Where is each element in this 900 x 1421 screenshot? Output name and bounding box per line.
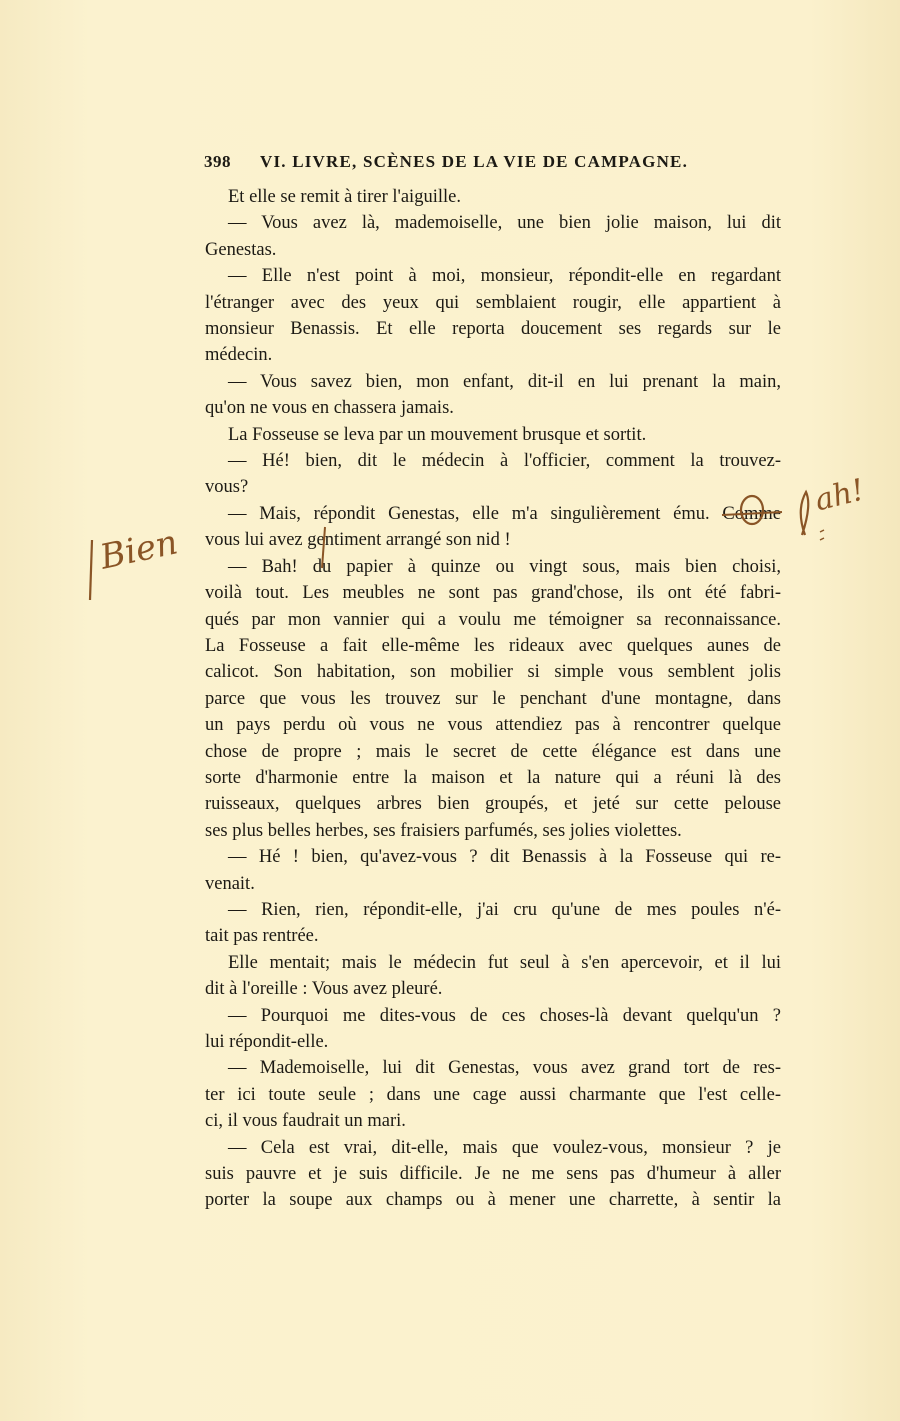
text-line: — Mademoiselle, lui dit Genestas, vous avez grand tort de res- (228, 1058, 781, 1079)
text-line: — Vous avez là, mademoiselle, une bien jolie maison, lui dit (228, 213, 781, 234)
text-line: qu'on ne vous en chassera jamais. (205, 398, 454, 419)
text-line: l'étranger avec des yeux qui semblaient rougir, elle appartient à (205, 292, 781, 313)
text-line: ci, il vous faudrait un mari. (205, 1111, 406, 1132)
text-line: — Cela est vrai, dit-elle, mais que voulez-vous, monsieur ? je (228, 1137, 781, 1158)
text-line: Elle mentait; mais le médecin fut seul à s'en apercevoir, et il lui (228, 952, 781, 973)
text-line: ses plus belles herbes, ses fraisiers parfumés, ses jolies violettes. (205, 820, 682, 841)
page-number: 398 (204, 152, 231, 171)
text-line: Et elle se remit à tirer l'aiguille. (228, 187, 461, 207)
text-line: Genestas. (205, 239, 277, 260)
text-line: — Rien, rien, répondit-elle, j'ai cru qu'une de mes poules n'é- (228, 899, 781, 920)
text-line: La Fosseuse se leva par un mouvement brusque et sortit. (228, 424, 647, 445)
running-title: VI. LIVRE, SCÈNES DE LA VIE DE CAMPAGNE. (260, 152, 689, 171)
text-line: — Hé ! bien, qu'avez-vous ? dit Benassis à la Fosseuse qui re- (228, 847, 781, 868)
text-line: — Elle n'est point à moi, monsieur, répondit-elle en regardant (228, 266, 781, 287)
text-line: ruisseaux, quelques arbres bien groupés, et jeté sur cette pelouse (205, 794, 781, 815)
insertion-caret-mark (322, 527, 325, 568)
text-line: un pays perdu où vous ne vous attendiez pas à rencontrer quelque (205, 715, 781, 736)
text-line: qués par mon vannier qui a voulu me témoigner sa reconnaissance. (205, 609, 781, 630)
text-line: — Mais, répondit Genestas, elle m'a singulièrement ému. Comme (228, 503, 781, 524)
text-line: tait pas rentrée. (205, 926, 319, 947)
text-line: sorte d'harmonie entre la maison et la nature qui a réuni là des (205, 767, 781, 788)
text-line: parce que vous les trouvez sur le penchant d'une montagne, dans (205, 688, 781, 709)
text-line: voilà tout. Les meubles ne sont pas grand'chose, ils ont été fabri- (205, 583, 781, 604)
margin-bar-left (90, 540, 92, 600)
text-line: — Bah! du papier à quinze ou vingt sous, mais bien choisi, (228, 556, 781, 577)
text-line: venait. (205, 873, 255, 894)
text-line: calicot. Son habitation, son mobilier si simple vous semblent jolis (205, 662, 781, 683)
text-line: suis pauvre et je suis difficile. Je ne me sens pas d'humeur à aller (205, 1164, 781, 1185)
text-line: dit à l'oreille : Vous avez pleuré. (205, 979, 443, 1000)
text-line: ter ici toute seule ; dans une cage aussi charmante que l'est celle- (205, 1084, 781, 1105)
text-line: vous? (205, 477, 249, 498)
text-line: porter la soupe aux champs ou à mener une charrette, à sentir la (205, 1190, 781, 1211)
margin-ticks-right (820, 530, 824, 540)
annotation-ah: ah! (811, 472, 868, 519)
strike-through-mark (722, 512, 782, 515)
circle-mark (741, 496, 763, 524)
text-line: vous lui avez gentiment arrangé son nid ! (205, 530, 511, 551)
text-line: lui répondit-elle. (205, 1032, 329, 1052)
text-line: — Hé! bien, dit le médecin à l'officier, comment la trouvez- (228, 451, 781, 472)
text-line: La Fosseuse a fait elle-même les rideaux avec quelques aunes de (205, 635, 781, 656)
text-line: médecin. (205, 345, 273, 366)
margin-mark-right (801, 492, 809, 535)
text-line: — Pourquoi me dites-vous de ces choses-là devant quelqu'un ? (228, 1005, 781, 1026)
annotation-bien: Bien (96, 522, 182, 578)
text-line: chose de propre ; mais le secret de cette élégance est dans une (205, 741, 781, 762)
text-line: — Vous savez bien, mon enfant, dit-il en lui prenant la main, (228, 371, 781, 392)
text-line: monsieur Benassis. Et elle reporta doucement ses regards sur le (205, 319, 781, 340)
